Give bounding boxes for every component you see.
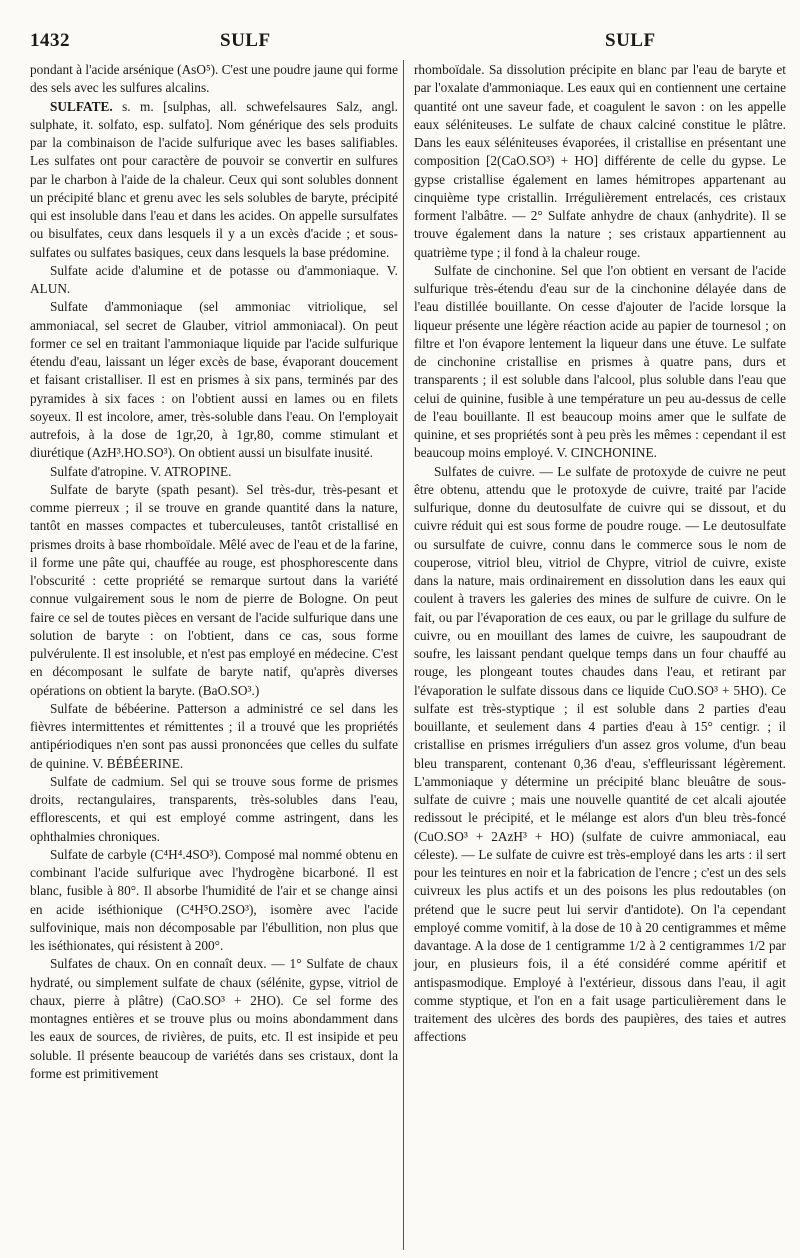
paragraph xyxy=(30,98,398,262)
running-head-right: SULF xyxy=(605,30,656,51)
running-head-left: SULF xyxy=(220,30,271,51)
paragraph: Sulfates de chaux. On en connaît deux. — 1° Sulfate de chaux hydraté, ou simplement sulfate de chaux (sélénite, gypse, vitriol de chaux, pierre à plâtre) (CaO.SO³ + 2HO). Ce sel forme des montagnes entières et se trouve plus ou moins abondamment dans les eaux de sources, de rivières, de puits, etc. Il est insipide et peu soluble. Il présente beaucoup de variétés dans ses cristaux, dont la forme est primitivement xyxy=(30,956,398,1081)
paragraph: Sulfate de bébéerine. Patterson a administré ce sel dans les fièvres intermittentes et rémittentes ; il a trouvé que les propriétés antipériodiques n'en sont pas aussi prononcées que celles du sulfate de quinine. V. BÉBÉERINE. xyxy=(30,700,398,771)
paragraph: Sulfate acide d'alumine et de potasse ou d'ammoniaque. V. ALUN. xyxy=(30,262,398,296)
column-divider xyxy=(403,60,404,1250)
left-column xyxy=(30,61,398,1083)
entry-text: s. m. [sulphas, all. schwefelsaures Salz, angl. sulphate, it. solfato, esp. sulfato]. Nom générique des sels produits par la combinaison de l'acide sulfurique avec les bases salifiables. Les sulfates ont pour caractère de pouvoir se convertir en sulfures par le charbon à l'aide de la chaleur. Ceux qui sont solubles donnent un précipité blanc et grenu avec les sels solubles de baryte, précipité qui est insoluble dans l'eau et dans les acides. On appelle sursulfates ou bisulfates, ceux dans lesquels il y a un excès d'acide ; et sous-sulfates ou sulfates basiques, ceux dans lesquels la base prédomine. xyxy=(30,98,398,260)
running-head xyxy=(30,30,790,56)
paragraph: pondant à l'acide arsénique (AsO⁵). C'est une poudre jaune qui forme des sels avec les sulfures alcalins. xyxy=(30,62,398,96)
paragraph: Sulfate de cinchonine. Sel que l'on obtient en versant de l'acide sulfurique très-étendu d'eau sur de la cinchonine délayée dans de l'eau distillée bouillante. On cesse d'ajouter de l'acide lorsque la liqueur présente une légère réaction acide au papier de tournesol ; on filtre et l'on évapore lentement la liqueur dans une étuve. Le sulfate de cinchonine cristallise en prismes à quatre pans, durs et transparents ; il est soluble dans l'alcool, plus soluble dans l'eau que celui de quinine, fusible à une température un peu au-dessus de celle de l'eau bouillante. Il est beaucoup moins amer que le sulfate de quinine, et ses propriétés sont à peu près les mêmes : cependant il est beaucoup moins employé. V. CINCHONINE. xyxy=(414,262,786,461)
entry-headword: SULFATE. xyxy=(50,98,113,114)
paragraph: rhomboïdale. Sa dissolution précipite en blanc par l'eau de baryte et par l'oxalate d'ammoniaque. Les eaux qui en contiennent une certaine quantité ont une saveur fade, et coagulent le savon : on les appelle eaux séléniteuses. Le sulfate de chaux calciné constitue le plâtre. Dans les eaux séléniteuses évaporées, il cristallise en présentant une composition [2(CaO.SO³) + HO] différente de celle du gypse. Le gypse cristallise également en lames hémitropes appartenant au cinquième type cristallin. Irrégulièrement entrelacés, ces cristaux forment l'albâtre. — 2° Sulfate anhydre de chaux (anhydrite). Il se trouve également dans la nature ; ses cristaux appartiennent au quatrième type ; il fond à la chaleur rouge. xyxy=(414,62,786,260)
right-column xyxy=(414,61,786,1047)
paragraph: Sulfate de carbyle (C⁴H⁴.4SO³). Composé mal nommé obtenu en combinant l'acide sulfurique avec l'hydrogène bicarboné. Il est blanc, fusible à 80°. Il absorbe l'humidité de l'air et se change ainsi en acide iséthionique (C⁴H⁵O.2SO³), isomère avec l'acide sulfovinique, mais non décomposable par l'ébullition, non plus que les iséthionates, qui résistent à 200°. xyxy=(30,846,398,953)
paragraph: Sulfate d'ammoniaque (sel ammoniac vitriolique, sel ammoniacal, sel secret de Glauber, vitriol ammoniacal). On peut former ce sel en traitant l'ammoniaque liquide par l'acide sulfurique étendu d'eau, laissant un léger excès de base, évaporant doucement et faisant cristalliser. Il est en prismes à six pans, terminés par des pyramides à six faces : on l'obtient aussi en lames ou en filets soyeux. Il est incolore, amer, très-soluble dans l'eau. On l'employait autrefois, à la dose de 1gr,20, à 1gr,80, comme stimulant et diurétique (AzH³.HO.SO³). On obtient aussi un bisulfate inusité. xyxy=(30,299,398,461)
page-number: 1432 xyxy=(30,30,70,51)
paragraph: Sulfate de baryte (spath pesant). Sel très-dur, très-pesant et comme pierreux ; il se trouve en grande quantité dans la nature, tantôt en masses compactes et tuberculeuses, tantôt cristallisé en prismes droits à base rhomboïdale. Mêlé avec de l'eau et de la farine, il forme une pâte qui, chauffée au rouge, est phosphorescente dans l'obscurité : cette propriété se remarque surtout dans la variété connue vulgairement sous le nom de pierre de Bologne. On peut faire ce sel de toutes pièces en versant de l'acide sulfurique dans une solution de baryte : on l'obtient, dans ce cas, sous forme pulvérulente. Il est insoluble, et n'est pas employé en médecine. C'est en décomposant le sulfate de baryte natif, qu'après diverses opérations on obtient la baryte. (BaO.SO³.) xyxy=(30,481,398,698)
paragraph: Sulfate d'atropine. V. ATROPINE. xyxy=(50,463,232,479)
paragraph: Sulfate de cadmium. Sel qui se trouve sous forme de prismes droits, rectangulaires, transparents, très-solubles dans l'eau, efflorescents, et qui est employé comme astringent, dans les ophthalmies chroniques. xyxy=(30,773,398,844)
paragraph: Sulfates de cuivre. — Le sulfate de protoxyde de cuivre ne peut être obtenu, attendu que le protoxyde de cuivre, traité par l'acide sulfurique, donne du deutosulfate de cuivre qui se dissout, et du cuivre réduit qui est sous forme de poudre rouge. — Le deutosulfate ou sursulfate de cuivre, connu dans le commerce sous le nom de couperose, vitriol bleu, vitriol de Chypre, vitriol de cuivre, existe dans la nature, mais ordinairement en dissolution dans les eaux qui coulent à travers les galeries des mines de sulfure de cuivre. On le fait, ou par l'évaporation de ces eaux, ou par le grillage du sulfure de cuivre, ou en mouillant des lames de cuivre, les saupoudrant de soufre, les laissant pendant quelque temps dans un four chauffé au rouge, les plongeant toutes chaudes dans l'eau, et retirant par l'évaporation le sulfate dissous dans ce liquide CuO.SO³ + 5HO). Ce sulfate est très-styptique ; il est soluble dans 2 parties d'eau bouillante, et seulement dans 4 parties d'eau à 15° centigr. ; il cristallise en prismes irréguliers d'un assez gros volume, d'un beau bleu transparent, contenant 0,36 d'eau, s'effleurissant légèrement. L'ammoniaque y détermine un précipité blanc bleuâtre de sous-sulfate de cuivre ; mais une nouvelle quantité de cet alcali ajoutée redissout le précipité, et le mélange est alors d'un bleu très-foncé (CuO.SO³ + 2AzH³ + HO) (sulfate de cuivre ammoniacal, eau céleste). — Le sulfate de cuivre est très-employé dans les arts : il sert pour les teintures en noir et la fabrication de l'encre ; c'est un des sels cuivreux les plus actifs et un des poisons les plus redoutables (on prétend que le sucre peut lui servir d'antidote). On l'a cependant employé comme vomitif, à la dose de 10 à 20 centigrammes et même davantage. A la dose de 1 centigramme 1/2 à 2 centigrammes 1/2 par jour, en plusieurs fois, il a été considéré comme apéritif et antispasmodique. Employé à l'extérieur, dissous dans l'eau, il agit comme styptique, et l'on en a fait usage particulièrement dans le traitement des ulcères des bords des paupières, des taies et autres affections xyxy=(414,463,786,1045)
